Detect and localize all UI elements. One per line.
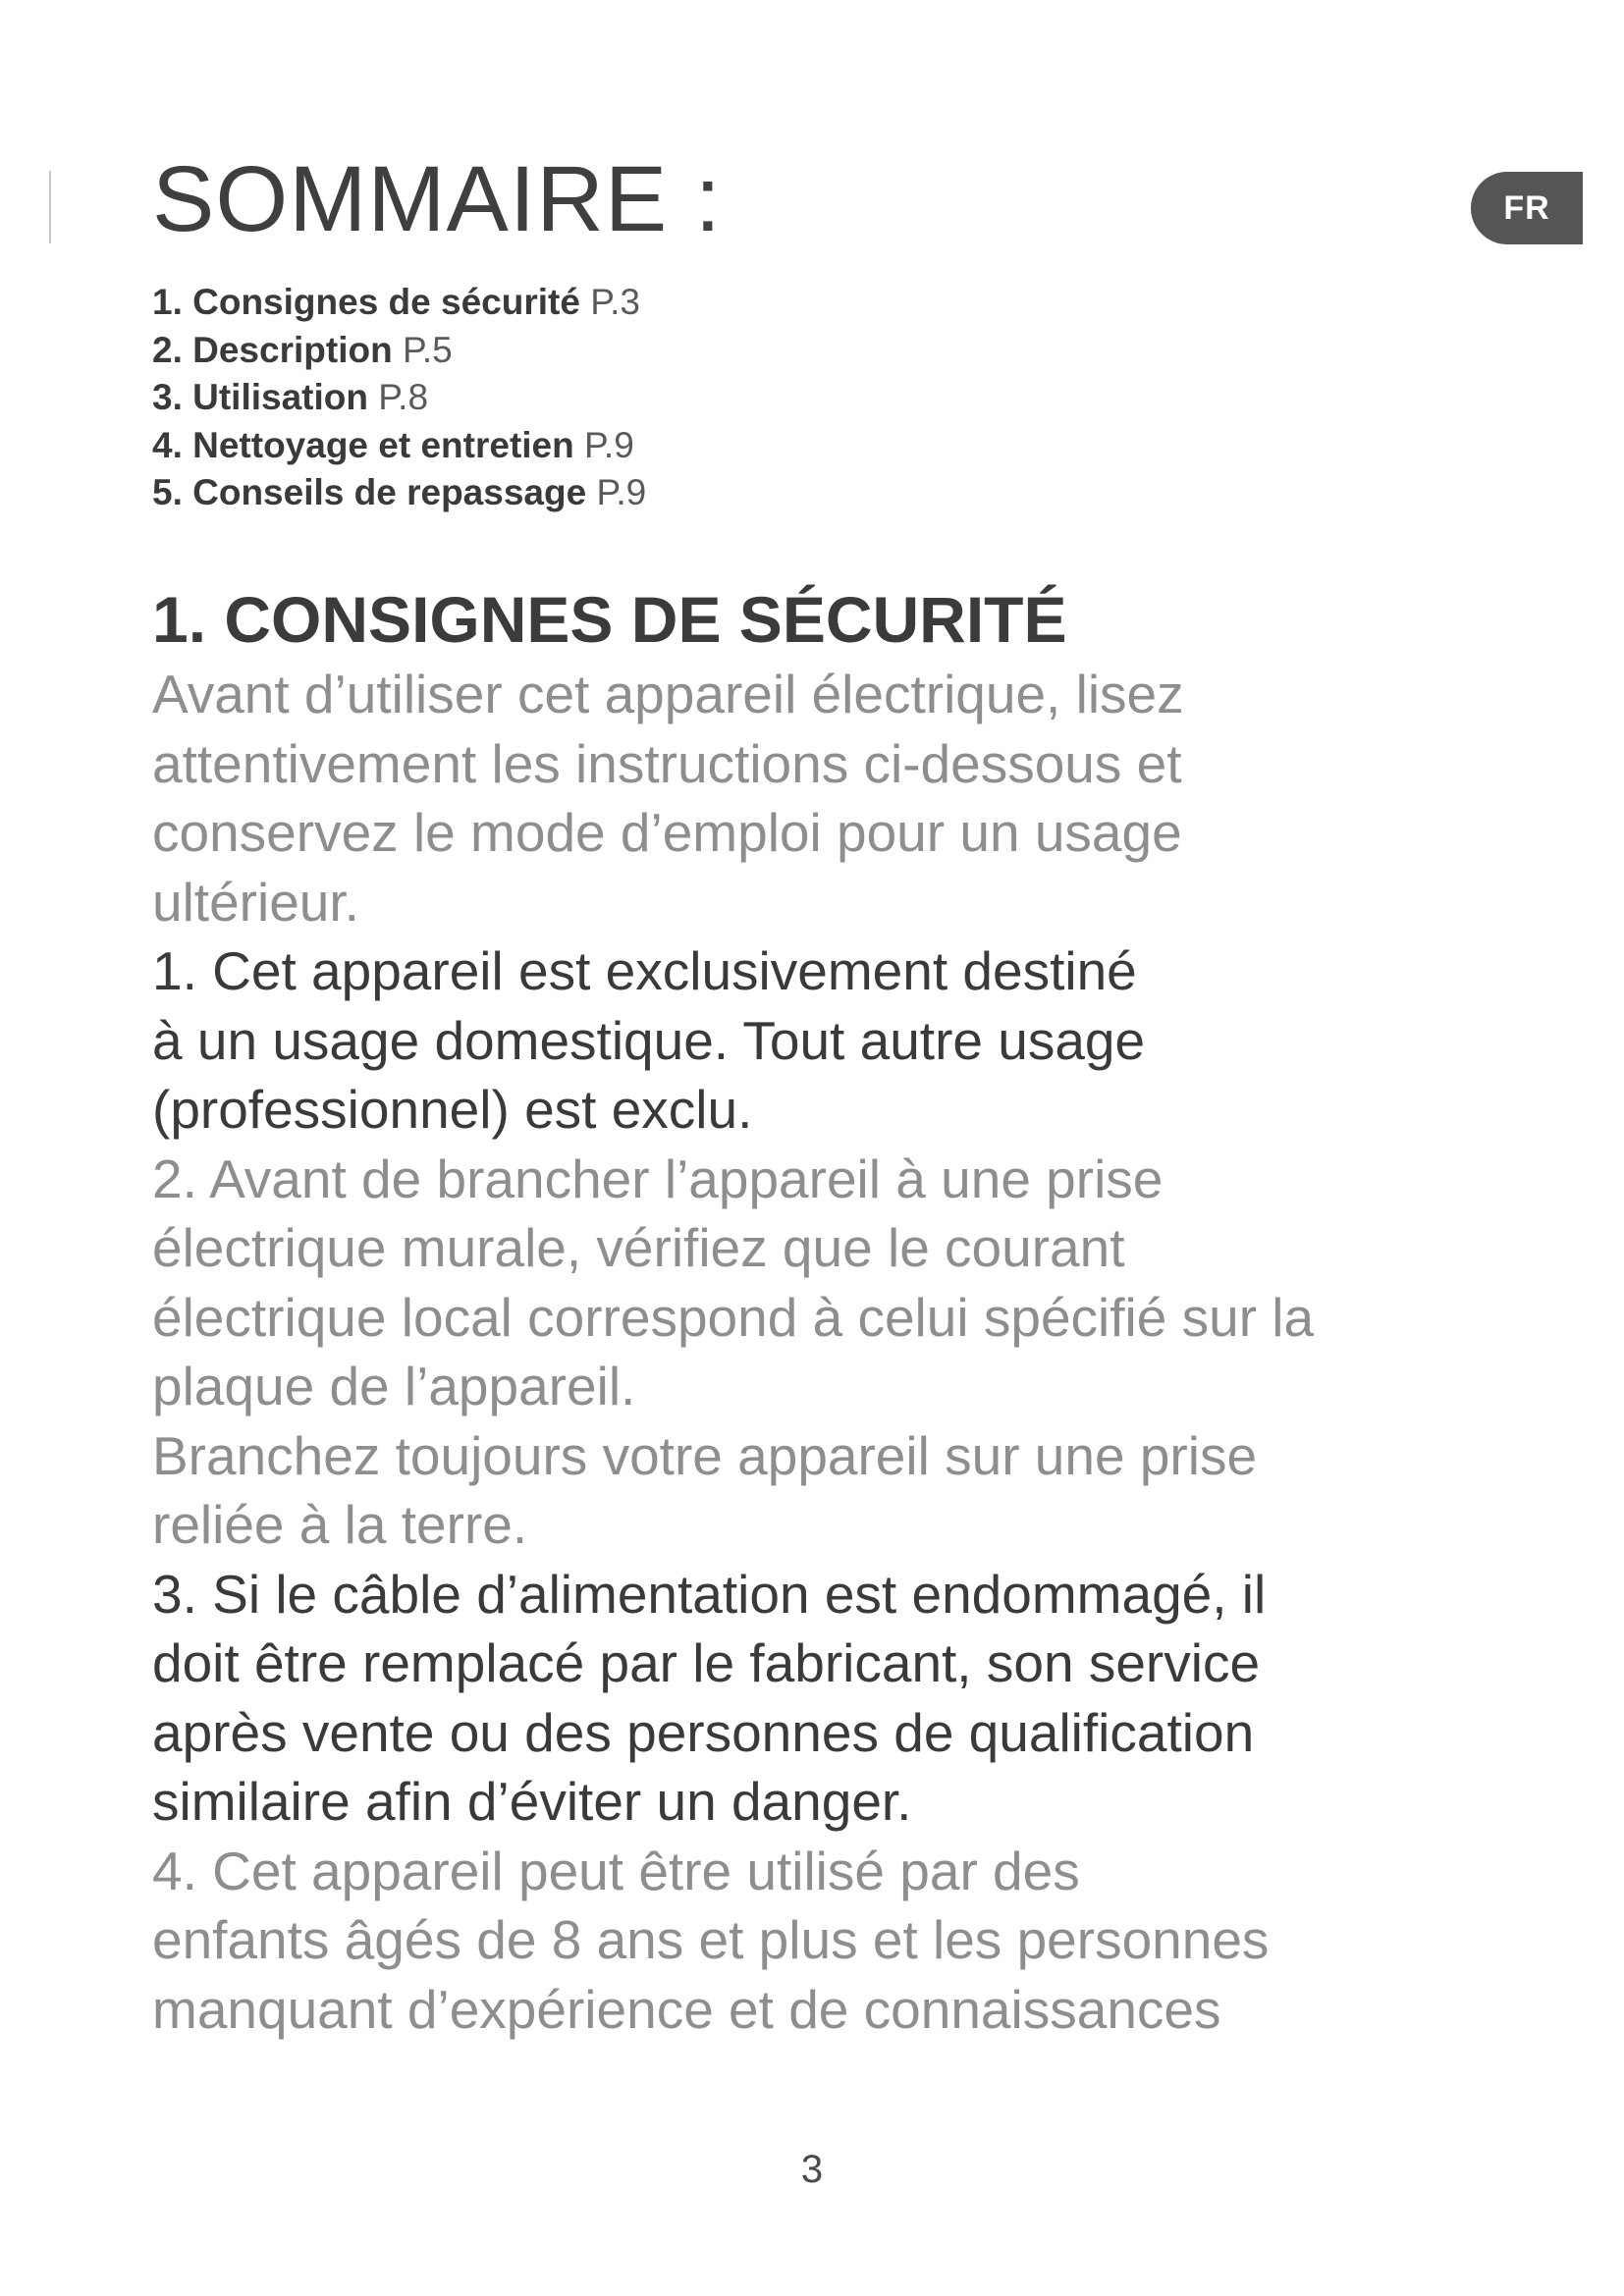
toc-item-page: P.9	[584, 424, 634, 465]
toc-item-page: P.3	[590, 282, 640, 322]
toc-item-label: 2. Description	[152, 329, 393, 370]
intro-paragraph: Avant d’utiliser cet appareil électrique, lisez attentivement les instructions ci-dessous et conservez le mode d’emploi pour un usage ultérieur.	[152, 664, 1184, 933]
safety-instruction-3: 3. Si le câble d’alimentation est endommagé, il doit être remplacé par le fabricant, son service après vente ou des personnes de qualification similaire afin d’éviter un danger.	[152, 1563, 1267, 1832]
toc-item	[152, 422, 646, 470]
page-number: 3	[800, 2148, 824, 2191]
section-body	[152, 660, 1429, 2044]
table-of-contents	[152, 279, 646, 517]
toc-item-label: 5. Conseils de repassage	[152, 472, 587, 512]
section-heading: 1. CONSIGNES DE SÉCURITÉ	[152, 583, 1067, 656]
toc-item	[152, 279, 646, 327]
language-badge: FR	[1471, 172, 1583, 244]
toc-item	[152, 327, 646, 375]
toc-item	[152, 469, 646, 517]
toc-item-label: 4. Nettoyage et entretien	[152, 424, 574, 465]
safety-instruction-1: 1. Cet appareil est exclusivement destiné à un usage domestique. Tout autre usage (professionnel) est exclu.	[152, 940, 1146, 1140]
margin-rule	[49, 171, 51, 243]
toc-item-label: 1. Consignes de sécurité	[152, 282, 580, 322]
toc-item-page: P.8	[378, 377, 429, 417]
toc-item-page: P.5	[402, 329, 453, 370]
page-title: SOMMAIRE :	[152, 147, 723, 251]
toc-item-page: P.9	[596, 472, 647, 512]
toc-item-label: 3. Utilisation	[152, 377, 368, 417]
safety-instruction-2: 2. Avant de brancher l’appareil à une prise électrique murale, vérifiez que le courant électrique local correspond à celui spécifié sur la plaque de l’appareil. Branchez toujours votre appareil sur une prise reliée à la terre.	[152, 1148, 1315, 1555]
safety-instruction-4: 4. Cet appareil peut être utilisé par des enfants âgés de 8 ans et plus et les personnes manquant d’expérience et de connaissances	[152, 1840, 1270, 2040]
toc-item	[152, 374, 646, 422]
